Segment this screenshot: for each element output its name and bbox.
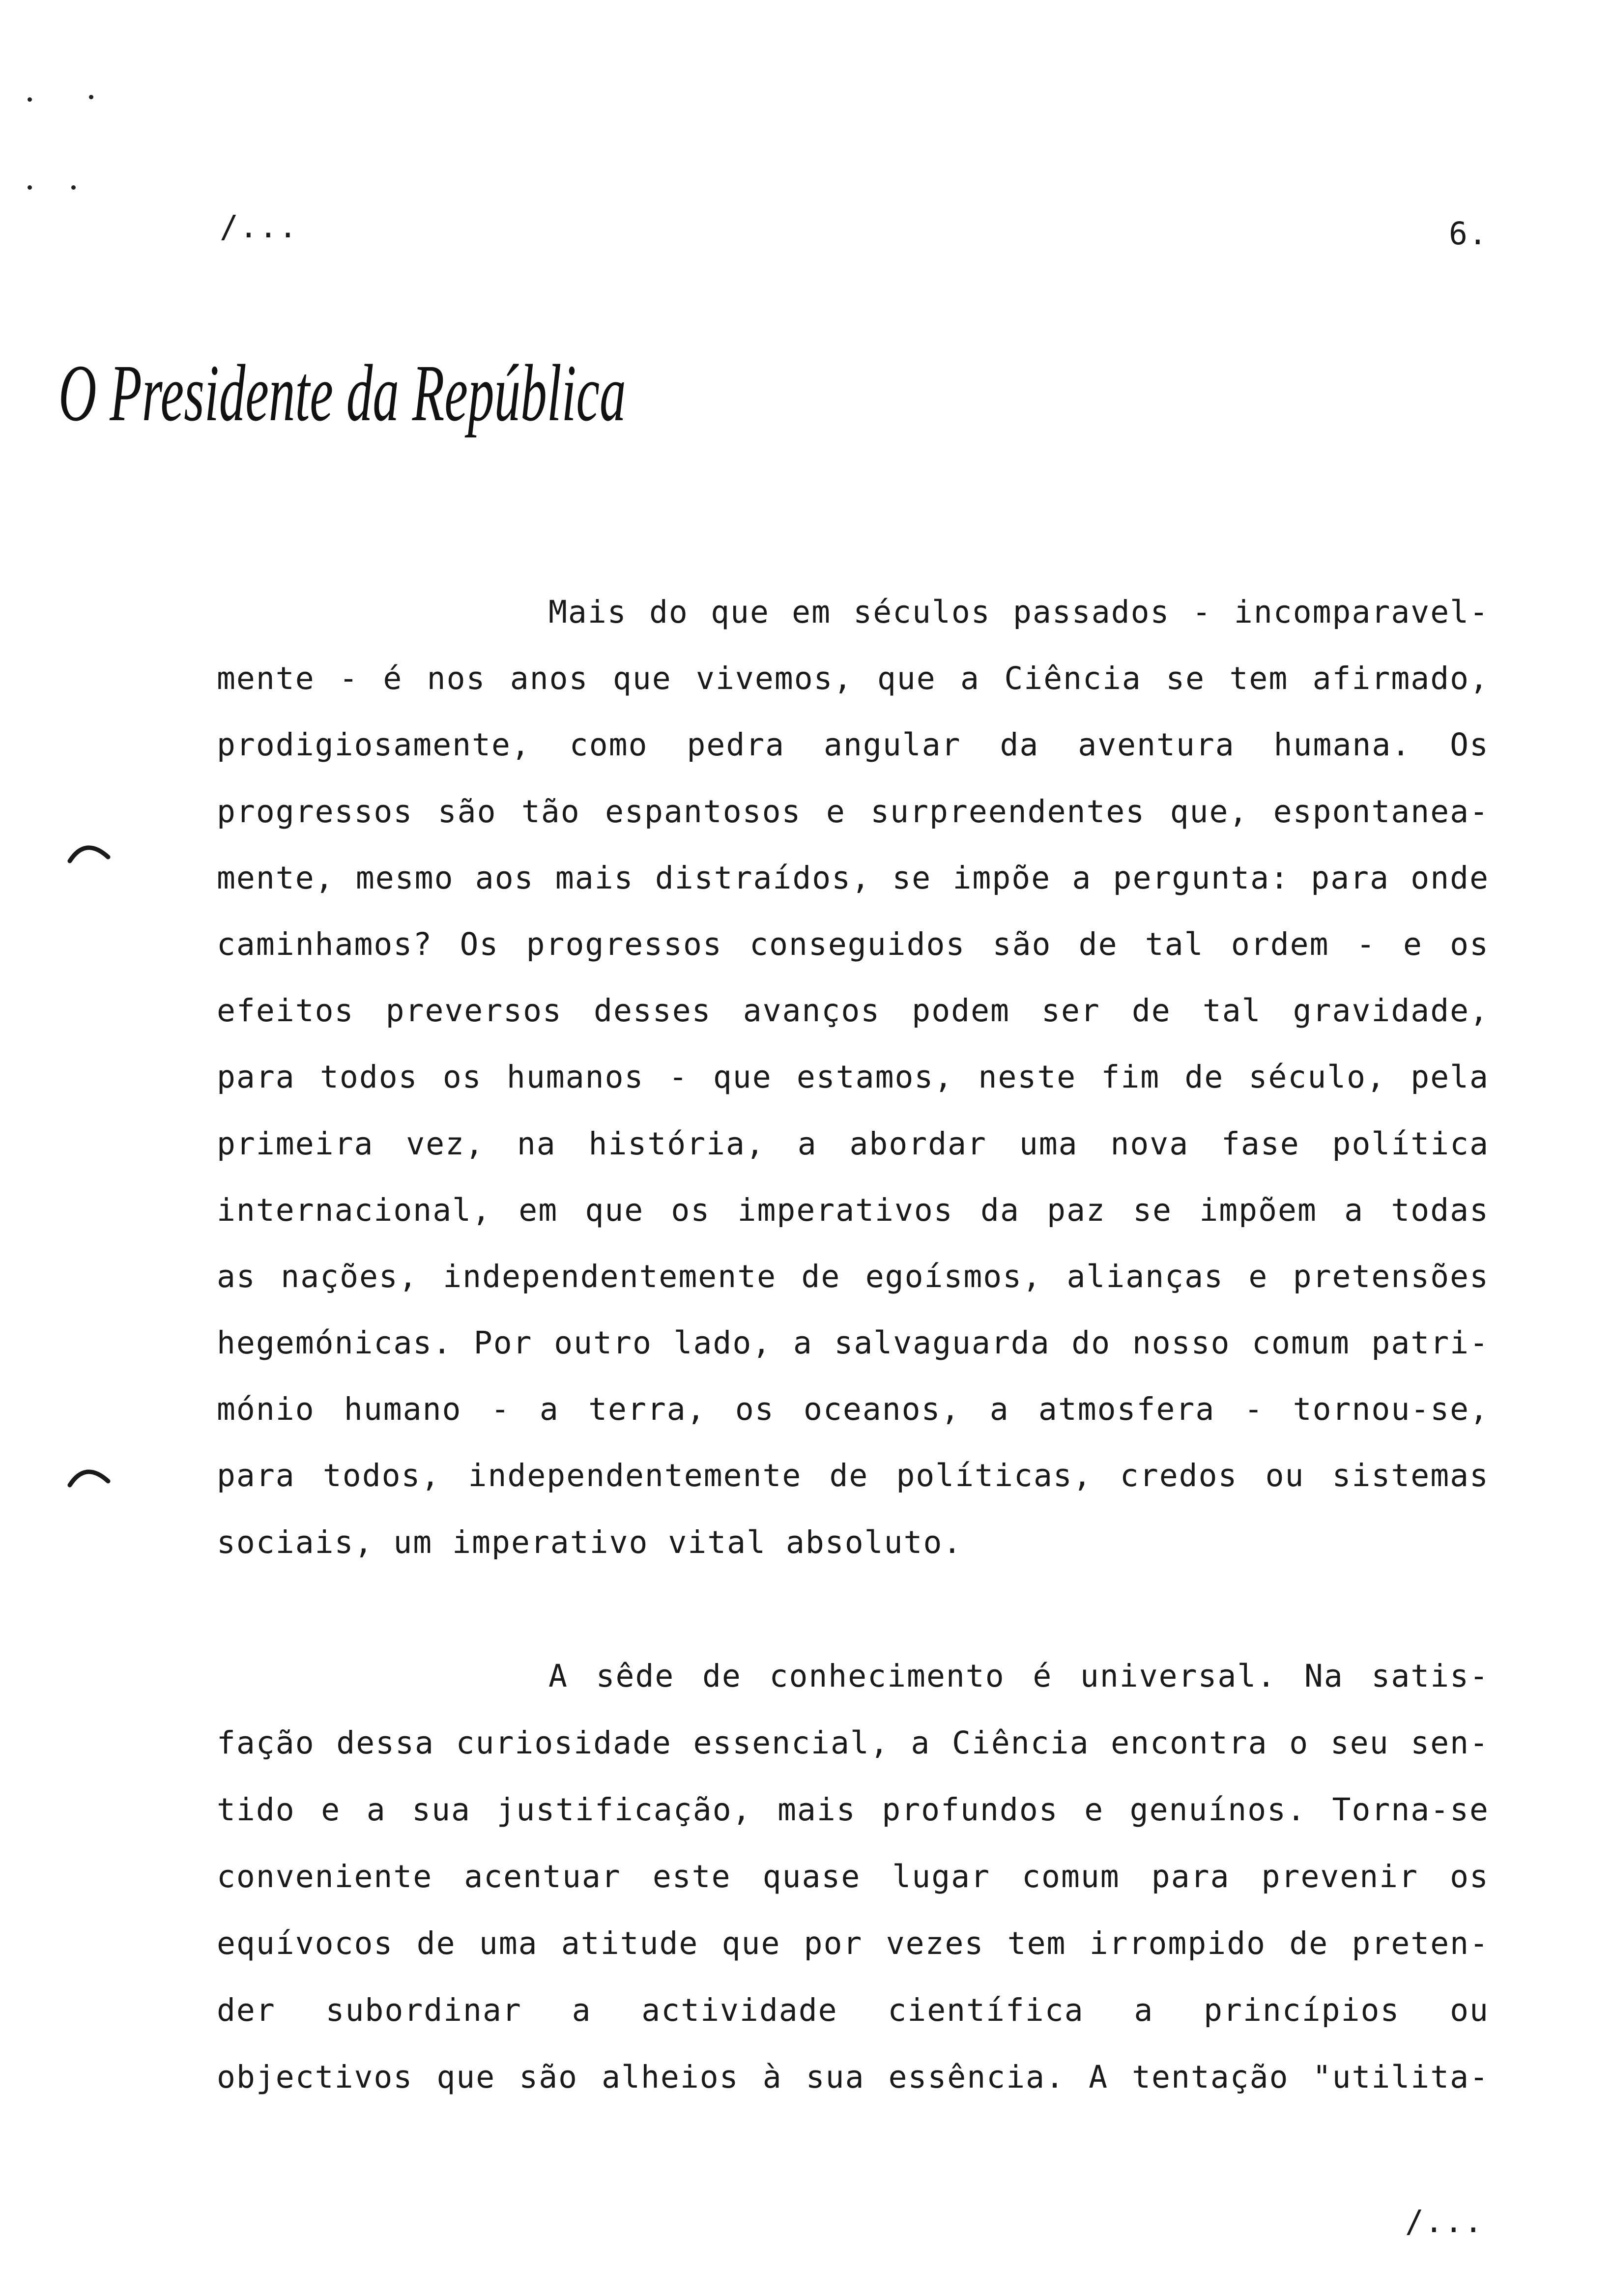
text-line: mónio humano - a terra, os oceanos, a atmosfera - tornou-se, bbox=[217, 1391, 1489, 1428]
text-line: caminhamos? Os progressos conseguidos são de tal ordem - e os bbox=[217, 926, 1489, 962]
punch-hole-mark bbox=[67, 1460, 111, 1489]
punch-hole-mark bbox=[67, 835, 111, 865]
text-line: progressos são tão espantosos e surpreendentes que, espontanea- bbox=[217, 793, 1489, 830]
text-line: para todos, independentemente de políticas, credos ou sistemas bbox=[217, 1458, 1489, 1494]
text-line: primeira vez, na história, a abordar uma nova fase política bbox=[217, 1125, 1489, 1162]
text-line: der subordinar a actividade científica a princípios ou bbox=[217, 1992, 1489, 2028]
text-line: objectivos que são alheios à sua essência. A tentação "utilita- bbox=[217, 2059, 1489, 2095]
letterhead-title: O Presidente da República bbox=[58, 348, 626, 438]
text-line: equívocos de uma atitude que por vezes tem irrompido de preten- bbox=[217, 1925, 1489, 1961]
text-line: para todos os humanos - que estamos, neste fim de século, pela bbox=[217, 1059, 1489, 1095]
paragraph-1 bbox=[217, 579, 1489, 1576]
text-line: conveniente acentuar este quase lugar comum para prevenir os bbox=[217, 1859, 1489, 1894]
text-line: fação dessa curiosidade essencial, a Ciência encontra o seu sen- bbox=[217, 1725, 1489, 1761]
text-line: A sêde de conhecimento é universal. Na satis- bbox=[548, 1658, 1489, 1694]
scan-speck bbox=[28, 97, 32, 102]
text-line: tido e a sua justificação, mais profundos e genuínos. Torna-se bbox=[217, 1792, 1489, 1828]
text-line: prodigiosamente, como pedra angular da aventura humana. Os bbox=[217, 727, 1489, 763]
text-line: Mais do que em séculos passados - incomparavel- bbox=[548, 594, 1489, 630]
scan-speck bbox=[71, 185, 76, 190]
page-number: 6. bbox=[1449, 216, 1488, 252]
text-line: mente, mesmo aos mais distraídos, se impõe a pergunta: para onde bbox=[217, 860, 1489, 896]
continuation-mark-bottom: /... bbox=[1405, 2204, 1484, 2239]
scan-speck bbox=[28, 185, 32, 190]
text-line: sociais, um imperativo vital absoluto. bbox=[217, 1524, 963, 1560]
text-line: as nações, independentemente de egoísmos, alianças e pretensões bbox=[217, 1258, 1489, 1294]
text-line: efeitos preversos desses avanços podem ser de tal gravidade, bbox=[217, 993, 1489, 1029]
scan-speck bbox=[89, 95, 93, 99]
text-line: mente - é nos anos que vivemos, que a Ciência se tem afirmado, bbox=[217, 660, 1489, 697]
continuation-mark-top: /... bbox=[220, 209, 298, 245]
paragraph-2 bbox=[217, 1643, 1489, 2111]
text-line: internacional, em que os imperativos da paz se impõem a todas bbox=[217, 1192, 1489, 1228]
text-line: hegemónicas. Por outro lado, a salvaguarda do nosso comum patri- bbox=[217, 1325, 1489, 1361]
